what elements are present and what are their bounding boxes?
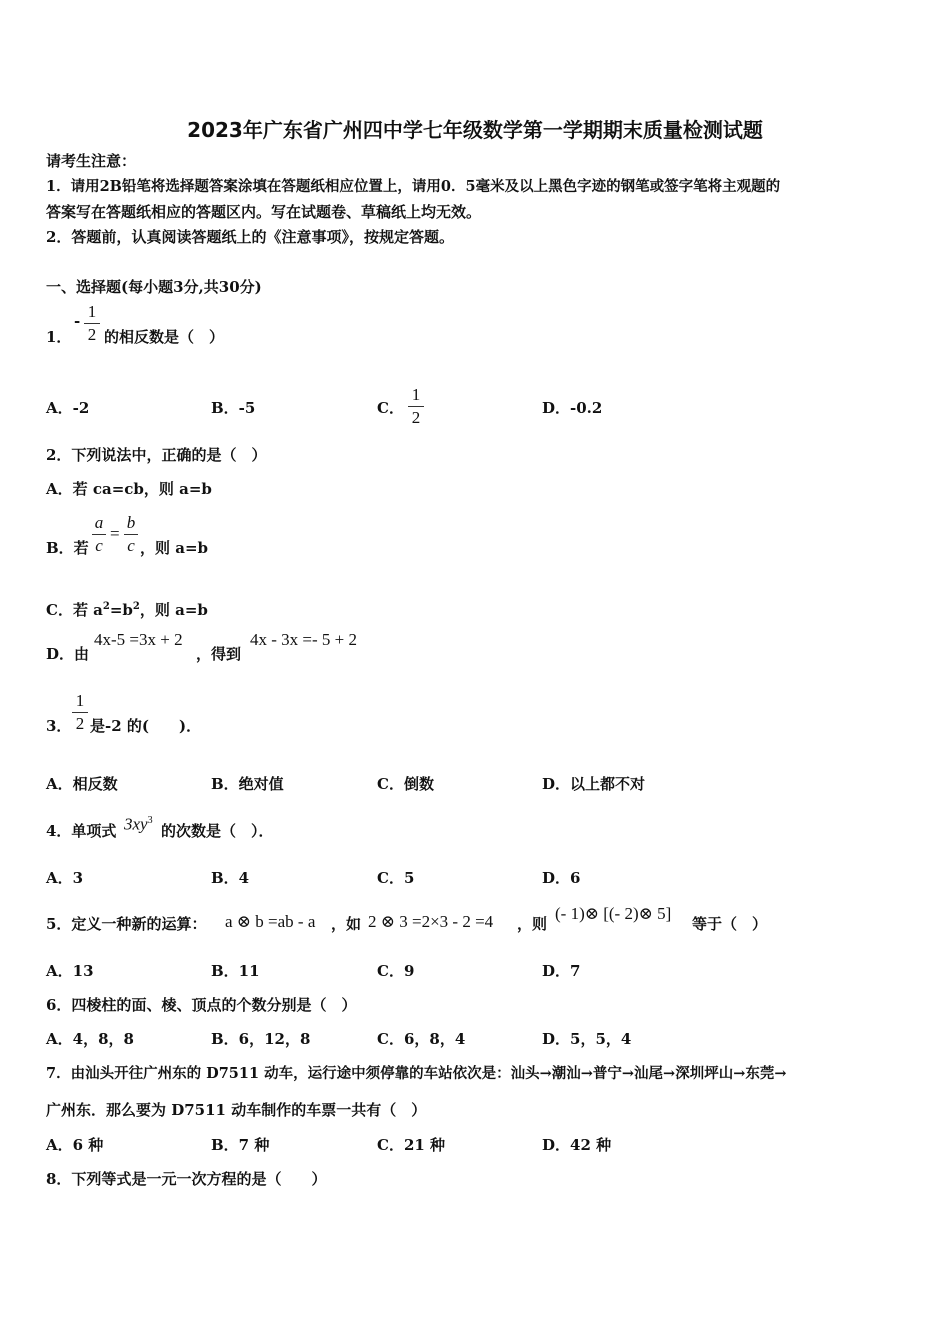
q1-option-a[interactable]: A．-2 [46, 399, 90, 417]
q5-example: 2 ⊗ 3 =2×3 - 2 =4 [368, 912, 494, 931]
q2-b-equals: = [110, 524, 120, 543]
q2-option-d-prefix[interactable]: D．由 [46, 645, 90, 663]
q2-stem: 2．下列说法中，正确的是（ ） [46, 446, 267, 464]
q5-option-d[interactable]: D．7 [542, 962, 581, 980]
q6-option-c[interactable]: C．6，8，4 [377, 1030, 466, 1048]
q3-option-c[interactable]: C．倒数 [377, 775, 434, 793]
q6-option-a[interactable]: A．4，8，8 [46, 1030, 134, 1048]
q2-c-sup1: 2 [102, 601, 110, 612]
q2-option-a[interactable]: A．若 ca=cb，则 a=b [46, 480, 212, 498]
q3-text: 是-2 的( )． [90, 717, 202, 735]
q4-expression [124, 812, 153, 834]
q4-option-c[interactable]: C．5 [377, 869, 415, 887]
q7-line-2: 广州东．那么要为 D7511 动车制作的车票一共有（ ） [46, 1101, 427, 1119]
q2-d-equation-1: 4x-5 =3x + 2 [94, 630, 183, 649]
q2-c-post: ，则 a=b [139, 601, 208, 619]
q5-expression: (- 1)⊗ [(- 2)⊗ 5] [555, 904, 672, 923]
q6-option-d[interactable]: D．5，5，4 [542, 1030, 632, 1048]
q5-option-b[interactable]: B．11 [211, 962, 260, 980]
q1-option-c[interactable]: C． [377, 399, 404, 417]
fraction-bar [124, 534, 138, 535]
q4-option-a[interactable]: A．3 [46, 869, 84, 887]
q3-option-a[interactable]: A．相反数 [46, 775, 118, 793]
page-title: 2023年广东省广州四中学七年级数学第一学期期末质量检测试题 [187, 118, 763, 142]
q1-option-d[interactable]: D．-0.2 [542, 399, 603, 417]
q4-sup: 3 [147, 815, 153, 826]
q4-option-d[interactable]: D．6 [542, 869, 581, 887]
q1-frac-den: 2 [87, 325, 97, 344]
q3-fraction [72, 691, 88, 734]
section-heading: 一、选择题(每小题3分,共30分) [46, 278, 262, 296]
q1-fraction [84, 302, 100, 345]
q2-option-b-suffix: ，则 a=b [140, 539, 208, 557]
q4-option-b[interactable]: B．4 [211, 869, 250, 887]
q7-option-b[interactable]: B．7 种 [211, 1136, 270, 1154]
fraction-bar [408, 406, 424, 407]
q7-option-a[interactable]: A．6 种 [46, 1136, 104, 1154]
fraction-bar [92, 534, 106, 535]
q6-stem: 6．四棱柱的面、棱、顶点的个数分别是（ ） [46, 996, 357, 1014]
q5-option-c[interactable]: C．9 [377, 962, 415, 980]
q6-option-b[interactable]: B．6，12，8 [211, 1030, 311, 1048]
q2-option-b-prefix[interactable]: B．若 [46, 539, 89, 557]
q1-c-den: 2 [411, 408, 421, 427]
q5-option-a[interactable]: A．13 [46, 962, 94, 980]
q3-number: 3． [46, 717, 72, 735]
q4-prefix: 4．单项式 [46, 822, 117, 840]
q5-mid-1: ，如 [331, 915, 362, 933]
notice-line-1: 1．请用2B铅笔将选择题答案涂填在答题纸相应位置上，请用0．5毫米及以上黑色字迹的钢笔或签字笔将主观题的 [46, 178, 781, 195]
q5-definition: a ⊗ b =ab - a [225, 912, 316, 931]
q2-c-mid: =b [109, 601, 133, 619]
q5-prefix: 5．定义一种新的运算： [46, 915, 207, 933]
q1-number: 1． [46, 328, 72, 346]
q2-d-mid: ，得到 [196, 645, 242, 663]
q3-frac-num: 1 [75, 691, 85, 710]
q1-text: 的相反数是（ ） [104, 328, 225, 346]
q2-b-a: a [94, 513, 104, 532]
q1-option-c-fraction [408, 385, 424, 428]
q7-line-1: 7．由汕头开往广州东的 D7511 动车，运行途中须停靠的车站依次是：汕头→潮汕→普宁→汕尾→深圳坪山→东莞→ [46, 1065, 787, 1082]
q1-frac-num: 1 [87, 302, 97, 321]
q4-expr: 3xy [124, 814, 148, 834]
q2-b-frac-right [124, 513, 138, 556]
notice-heading: 请考生注意： [46, 152, 137, 170]
q1-c-num: 1 [411, 385, 421, 404]
q2-option-c[interactable] [46, 598, 208, 619]
q3-frac-den: 2 [75, 714, 85, 733]
q4-suffix: 的次数是（ ）． [161, 822, 274, 840]
q1-option-b[interactable]: B．-5 [211, 399, 256, 417]
q2-b-c2: c [127, 536, 135, 555]
q5-suffix: 等于（ ） [692, 915, 768, 933]
q7-option-c[interactable]: C．21 种 [377, 1136, 446, 1154]
fraction-bar [72, 712, 88, 713]
fraction-bar [84, 323, 100, 324]
q8-stem: 8．下列等式是一元一次方程的是（ ） [46, 1170, 327, 1188]
q1-minus: - [74, 312, 81, 330]
q3-option-b[interactable]: B．绝对值 [211, 775, 284, 793]
q5-mid-2: ，则 [517, 915, 548, 933]
q7-option-d[interactable]: D．42 种 [542, 1136, 612, 1154]
notice-line-2: 答案写在答题纸相应的答题区内。写在试题卷、草稿纸上均无效。 [46, 203, 482, 221]
q2-c-sup2: 2 [132, 601, 140, 612]
q2-b-c1: c [95, 536, 103, 555]
q3-option-d[interactable]: D．以上都不对 [542, 775, 646, 793]
q2-b-b: b [126, 513, 136, 532]
q2-d-equation-2: 4x - 3x =- 5 + 2 [250, 630, 357, 649]
q2-c-pre: C．若 a [46, 601, 103, 619]
q2-b-frac-left [92, 513, 106, 556]
notice-line-3: 2．答题前，认真阅读答题纸上的《注意事项》，按规定答题。 [46, 228, 454, 246]
